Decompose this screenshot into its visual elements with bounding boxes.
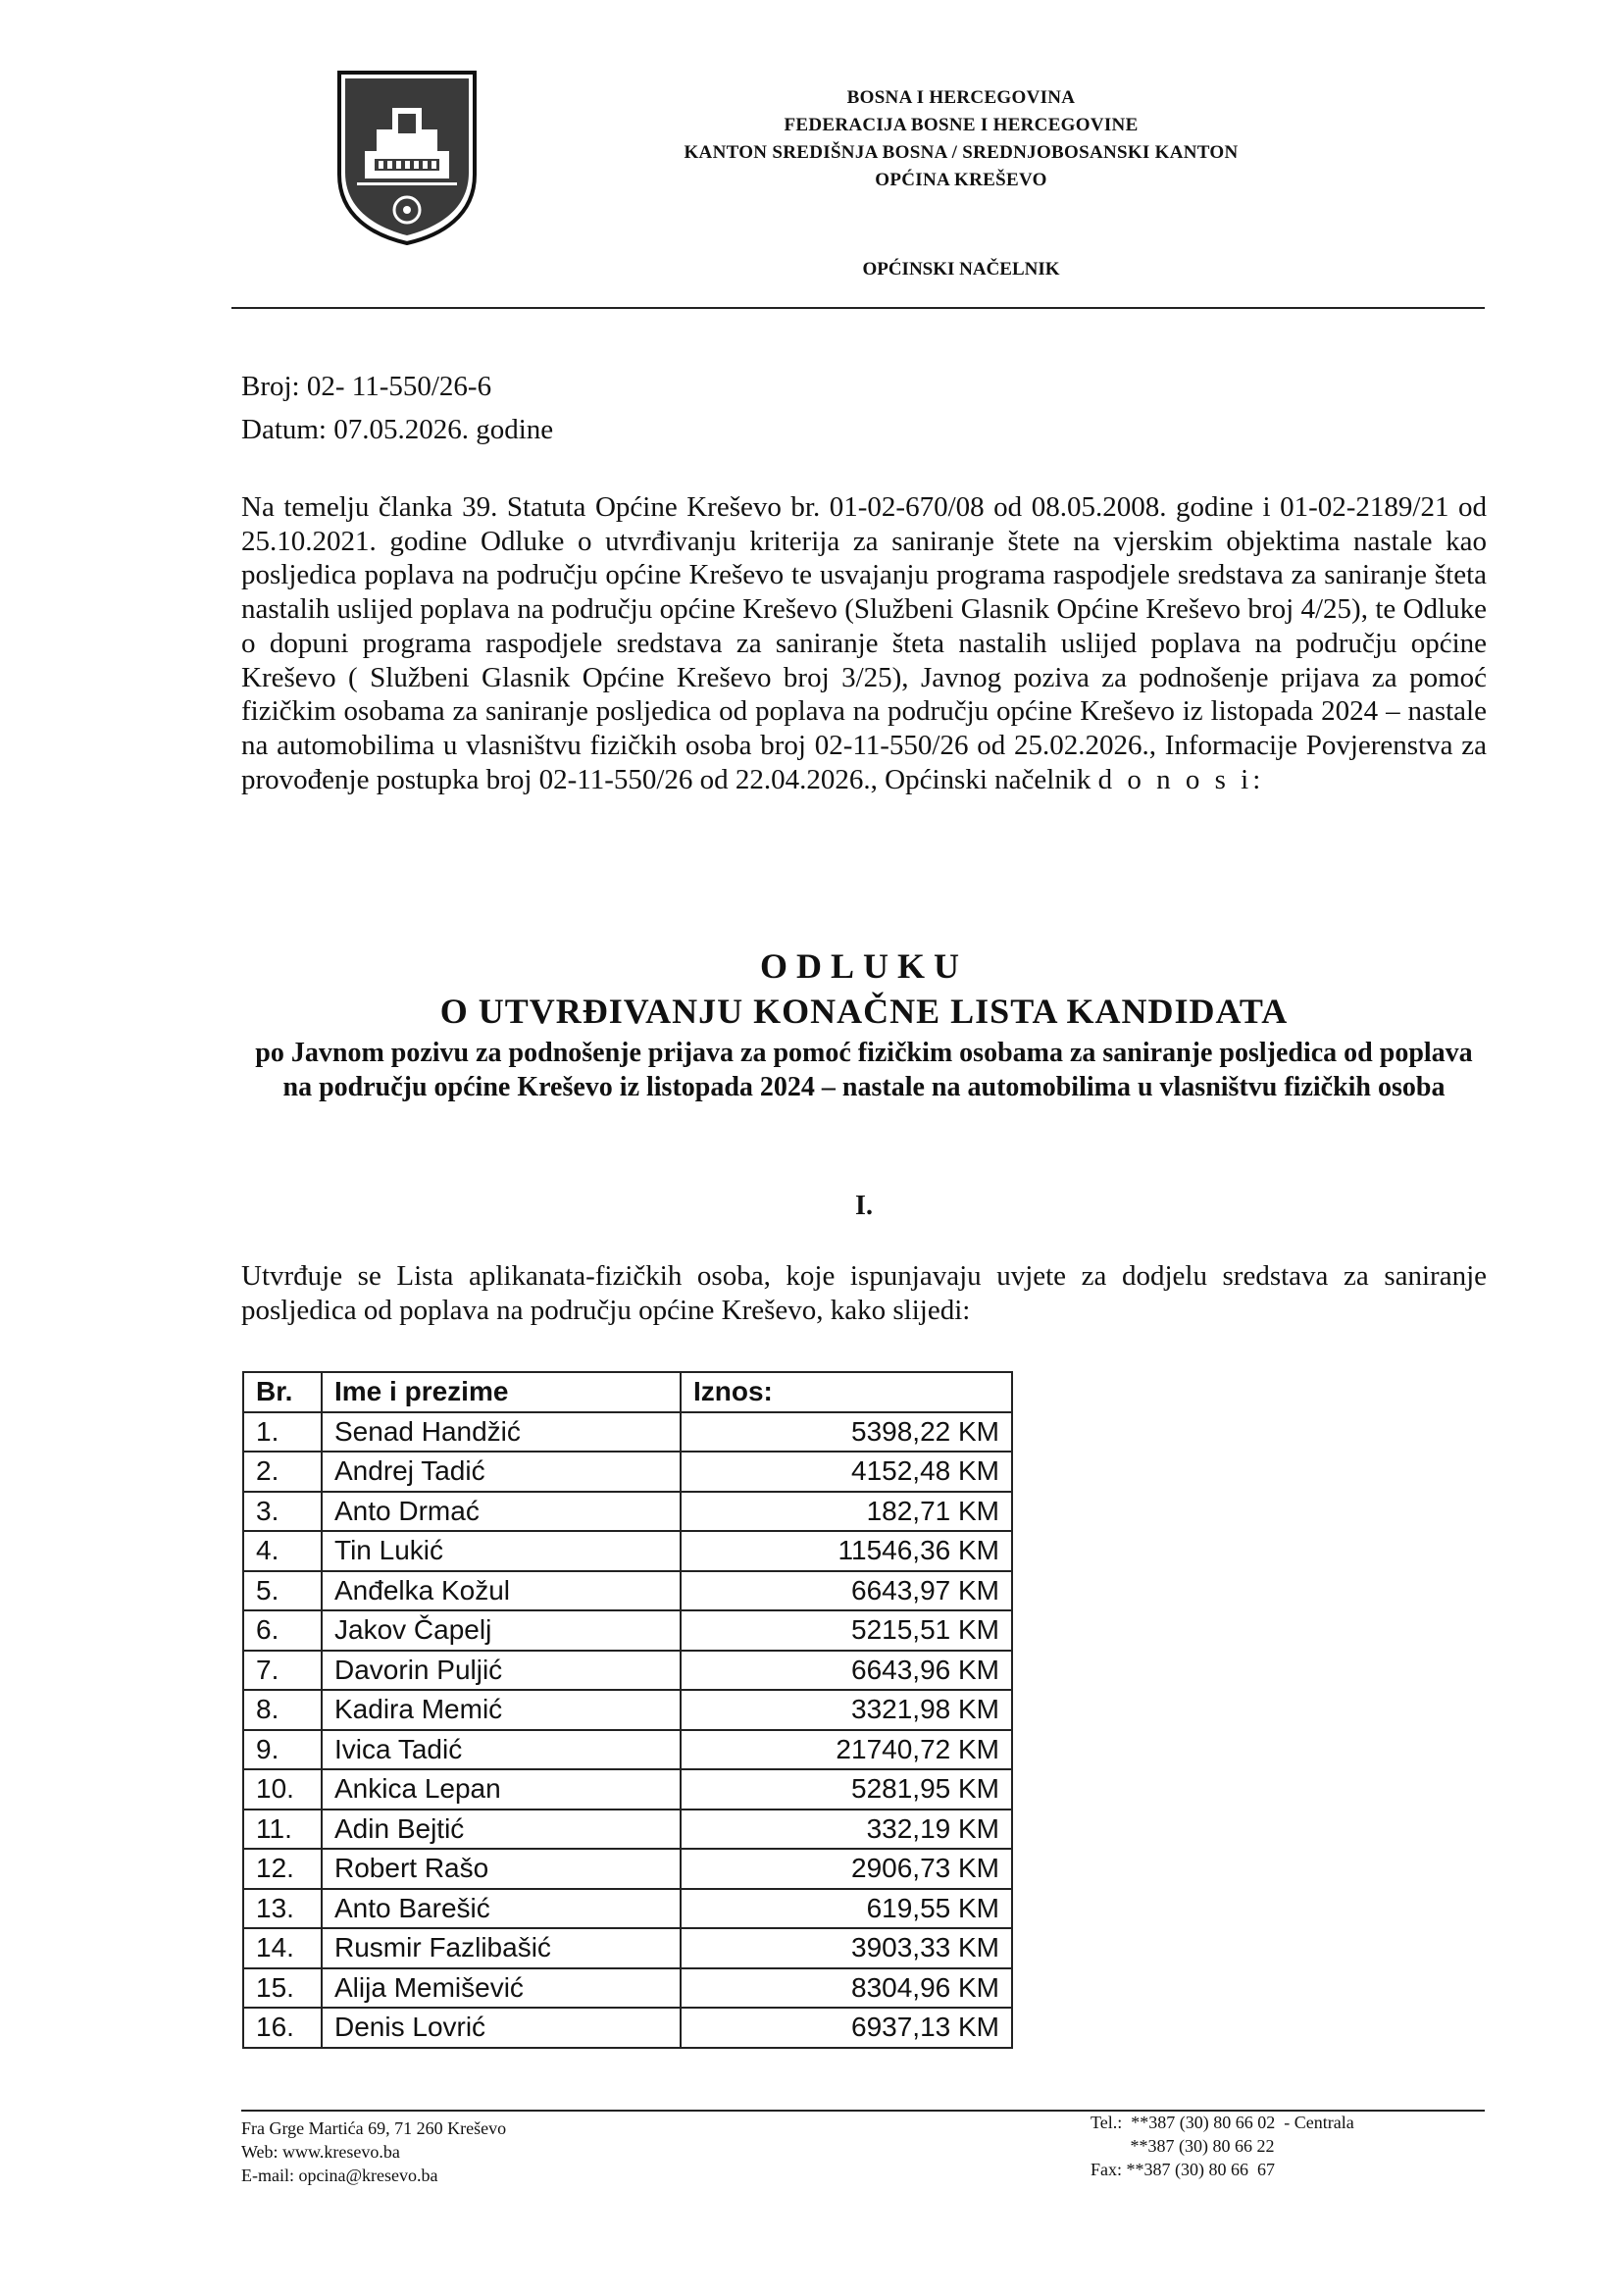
cell-number: 1. xyxy=(243,1412,322,1453)
header-line-country: BOSNA I HERCEGOVINA xyxy=(846,87,1076,108)
table-row xyxy=(243,1730,1012,1770)
document-date: Datum: 07.05.2026. godine xyxy=(241,414,554,445)
cell-number: 5. xyxy=(243,1571,322,1611)
cell-name: Jakov Čapelj xyxy=(322,1610,681,1651)
institution-header xyxy=(588,84,1334,194)
table-row xyxy=(243,1610,1012,1651)
table-row xyxy=(243,2008,1012,2048)
table-row xyxy=(243,1651,1012,1691)
footer-phone-2: **387 (30) 80 66 22 xyxy=(1091,2136,1275,2156)
cell-name: Davorin Puljić xyxy=(322,1651,681,1691)
cell-name: Robert Rašo xyxy=(322,1849,681,1889)
cell-number: 15. xyxy=(243,1968,322,2009)
footer-phone: Tel.: **387 (30) 80 66 02 - Centrala xyxy=(1091,2113,1354,2132)
table-row xyxy=(243,1531,1012,1571)
cell-number: 2. xyxy=(243,1452,322,1492)
cell-number: 4. xyxy=(243,1531,322,1571)
header-number: Br. xyxy=(243,1372,322,1412)
table-row xyxy=(243,1571,1012,1611)
cell-amount: 3903,33 KM xyxy=(681,1928,1012,1968)
table-row xyxy=(243,1810,1012,1850)
table-row xyxy=(243,1412,1012,1453)
preamble-text: Na temelju članka 39. Statuta Općine Kreševo br. 01-02-670/08 od 08.05.2008. godine i 01-02-2189/21 od 25.10.2021. godine Odluke o utvrđivanju kriterija za saniranje štete na vjerskim objektima nastale kao posljedica poplava na području općine Kreševo te usvajanju programa raspodjele sredstava za saniranje šteta nastalih uslijed poplava na području općine Kreševo (Službeni Glasnik Općine Kreševo broj 4/25), te Odluke o dopuni programa raspodjele sredstava za saniranje šteta nastalih uslijed poplava na području općine Kreševo ( Službeni Glasnik Općine Kreševo broj 3/25), Javnog poziva za podnošenje prijava za pomoć fizičkim osobama za saniranje posljedica od poplava na području općine Kreševo iz listopada 2024 – nastale na automobilima u vlasništvu fizičkih osoba broj 02-11-550/26 od 25.02.2026., Informacije Povjerenstva za provođenje postupka broj 02-11-550/26 od 22.04.2026., Općinski načelnik xyxy=(241,491,1487,795)
header-name: Ime i prezime xyxy=(322,1372,681,1412)
footer-contact-left xyxy=(241,2116,506,2187)
header-line-federation: FEDERACIJA BOSNE I HERCEGOVINE xyxy=(784,115,1139,135)
table-body xyxy=(243,1412,1012,2048)
footer-web[interactable]: Web: www.kresevo.ba xyxy=(241,2142,400,2162)
footer-email[interactable]: E-mail: opcina@kresevo.ba xyxy=(241,2166,438,2185)
cell-name: Rusmir Fazlibašić xyxy=(322,1928,681,1968)
cell-amount: 5398,22 KM xyxy=(681,1412,1012,1453)
table-row xyxy=(243,1690,1012,1730)
cell-name: Adin Bejtić xyxy=(322,1810,681,1850)
cell-number: 9. xyxy=(243,1730,322,1770)
cell-amount: 332,19 KM xyxy=(681,1810,1012,1850)
cell-amount: 6643,97 KM xyxy=(681,1571,1012,1611)
candidates-table xyxy=(242,1371,1013,2049)
cell-number: 6. xyxy=(243,1610,322,1651)
decision-title: ODLUKU xyxy=(759,946,968,986)
cell-amount: 6643,96 KM xyxy=(681,1651,1012,1691)
cell-number: 13. xyxy=(243,1889,322,1929)
cell-number: 3. xyxy=(243,1492,322,1532)
cell-name: Alija Memišević xyxy=(322,1968,681,2009)
cell-amount: 5215,51 KM xyxy=(681,1610,1012,1651)
cell-number: 16. xyxy=(243,2008,322,2048)
cell-name: Kadira Memić xyxy=(322,1690,681,1730)
cell-number: 10. xyxy=(243,1769,322,1810)
cell-amount: 3321,98 KM xyxy=(681,1690,1012,1730)
decision-description: po Javnom pozivu za podnošenje prijava za pomoć fizičkim osobama za saniranje posljedica od poplava na području općine Kreševo iz listopada 2024 – nastale na automobilima u vlasništvu fizičkih osoba xyxy=(255,1038,1473,1102)
decision-subtitle: O UTVRĐIVANJU KONAČNE LISTA KANDIDATA xyxy=(439,992,1289,1031)
cell-amount: 11546,36 KM xyxy=(681,1531,1012,1571)
cell-amount: 619,55 KM xyxy=(681,1889,1012,1929)
cell-amount: 21740,72 KM xyxy=(681,1730,1012,1770)
cell-number: 8. xyxy=(243,1690,322,1730)
cell-name: Ankica Lepan xyxy=(322,1769,681,1810)
table-row xyxy=(243,1889,1012,1929)
cell-amount: 6937,13 KM xyxy=(681,2008,1012,2048)
cell-name: Andrej Tadić xyxy=(322,1452,681,1492)
table-row xyxy=(243,1968,1012,2009)
cell-name: Senad Handžić xyxy=(322,1412,681,1453)
footer-address: Fra Grge Martića 69, 71 260 Kreševo xyxy=(241,2118,507,2138)
header-amount: Iznos: xyxy=(681,1372,1012,1412)
cell-amount: 4152,48 KM xyxy=(681,1452,1012,1492)
table-row xyxy=(243,1492,1012,1532)
table-header-row xyxy=(243,1372,1012,1412)
cell-name: Anto Barešić xyxy=(322,1889,681,1929)
table-row xyxy=(243,1769,1012,1810)
document-number: Broj: 02- 11-550/26-6 xyxy=(241,371,492,402)
cell-name: Anto Drmać xyxy=(322,1492,681,1532)
cell-amount: 5281,95 KM xyxy=(681,1769,1012,1810)
cell-amount: 2906,73 KM xyxy=(681,1849,1012,1889)
header-line-canton: KANTON SREDIŠNJA BOSNA / SREDNJOBOSANSKI KANTON xyxy=(684,142,1239,163)
footer-fax: Fax: **387 (30) 80 66 67 xyxy=(1091,2160,1275,2179)
footer-contact-right xyxy=(1091,2111,1354,2181)
cell-number: 11. xyxy=(243,1810,322,1850)
office-name: OPĆINSKI NAČELNIK xyxy=(862,259,1060,280)
cell-name: Anđelka Kožul xyxy=(322,1571,681,1611)
table-row xyxy=(243,1928,1012,1968)
cell-amount: 8304,96 KM xyxy=(681,1968,1012,2009)
cell-name: Ivica Tadić xyxy=(322,1730,681,1770)
preamble-verb: d o n o s i: xyxy=(1097,763,1265,795)
cell-number: 7. xyxy=(243,1651,322,1691)
cell-name: Denis Lovrić xyxy=(322,2008,681,2048)
header-divider xyxy=(231,307,1485,309)
cell-amount: 182,71 KM xyxy=(681,1492,1012,1532)
section-number: I. xyxy=(855,1191,873,1221)
cell-number: 14. xyxy=(243,1928,322,1968)
intro-paragraph: Utvrđuje se Lista aplikanata-fizičkih osoba, koje ispunjavaju uvjete za dodjelu sredstava za saniranje posljedica od poplava na području općine Kreševo, kako slijedi: xyxy=(241,1260,1487,1326)
cell-name: Tin Lukić xyxy=(322,1531,681,1571)
table-row xyxy=(243,1452,1012,1492)
cell-number: 12. xyxy=(243,1849,322,1889)
municipality-coat-of-arms xyxy=(335,69,479,245)
header-line-municipality: OPĆINA KREŠEVO xyxy=(875,170,1047,190)
preamble xyxy=(241,490,1487,796)
table-row xyxy=(243,1849,1012,1889)
